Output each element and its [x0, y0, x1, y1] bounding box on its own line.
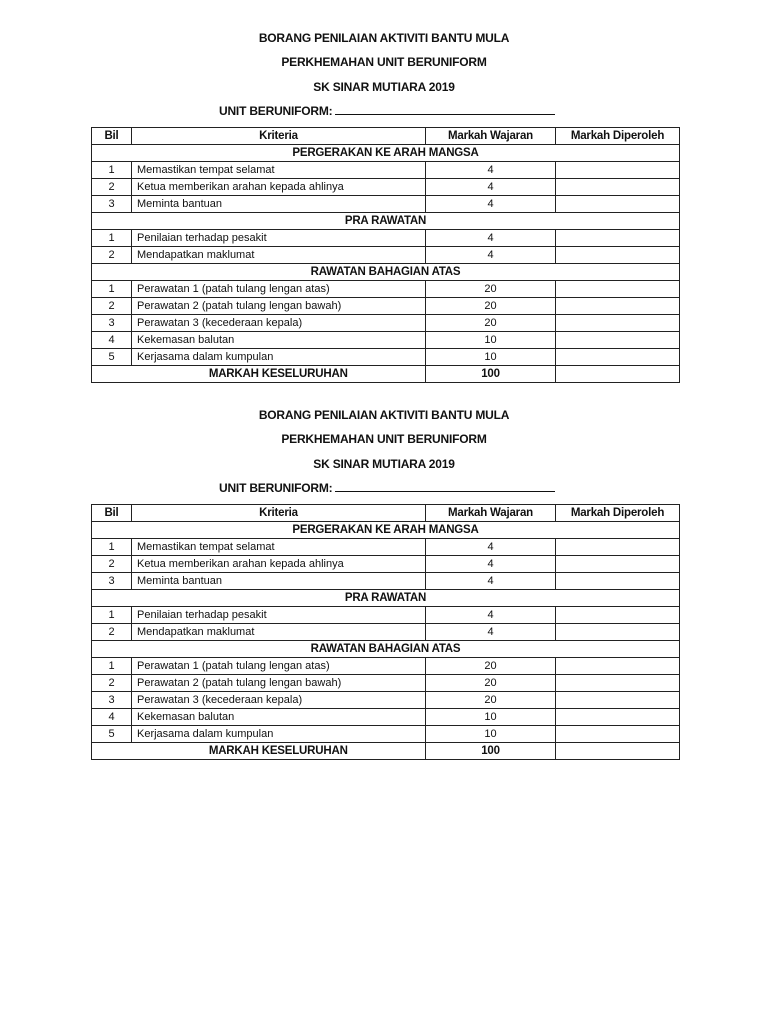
header-markah-wajaran: Markah Wajaran [426, 128, 556, 145]
cell-markah-wajaran: 20 [426, 281, 556, 298]
unit-label: UNIT BERUNIFORM: [219, 104, 333, 118]
cell-bil: 5 [92, 349, 132, 366]
table-row [92, 349, 680, 366]
table-row [92, 675, 680, 692]
cell-kriteria: Penilaian terhadap pesakit [132, 230, 426, 247]
cell-kriteria: Perawatan 2 (patah tulang lengan bawah) [132, 675, 426, 692]
section-row [92, 145, 680, 162]
cell-markah-diperoleh[interactable] [556, 726, 680, 743]
cell-kriteria: Penilaian terhadap pesakit [132, 607, 426, 624]
table-row [92, 573, 680, 590]
cell-markah-diperoleh[interactable] [556, 230, 680, 247]
cell-markah-diperoleh[interactable] [556, 298, 680, 315]
cell-markah-diperoleh[interactable] [556, 675, 680, 692]
total-value: 100 [426, 743, 556, 760]
cell-markah-diperoleh[interactable] [556, 658, 680, 675]
cell-markah-wajaran: 4 [426, 179, 556, 196]
cell-kriteria: Kerjasama dalam kumpulan [132, 726, 426, 743]
header-kriteria: Kriteria [132, 505, 426, 522]
table-row [92, 196, 680, 213]
header-kriteria: Kriteria [132, 128, 426, 145]
section-title: PERGERAKAN KE ARAH MANGSA [92, 522, 680, 539]
section-title: RAWATAN BAHAGIAN ATAS [92, 264, 680, 281]
table-row [92, 658, 680, 675]
cell-markah-diperoleh[interactable] [556, 556, 680, 573]
cell-bil: 1 [92, 281, 132, 298]
cell-markah-wajaran: 4 [426, 624, 556, 641]
cell-bil: 2 [92, 675, 132, 692]
form-subtitle: PERKHEMAHAN UNIT BERUNIFORM [281, 432, 487, 446]
cell-markah-wajaran: 20 [426, 315, 556, 332]
section-title: PRA RAWATAN [92, 213, 680, 230]
section-title: PERGERAKAN KE ARAH MANGSA [92, 145, 680, 162]
cell-kriteria: Perawatan 3 (kecederaan kepala) [132, 315, 426, 332]
table-row [92, 726, 680, 743]
table-row [92, 179, 680, 196]
cell-markah-wajaran: 4 [426, 196, 556, 213]
unit-field [219, 104, 555, 118]
total-spacer [92, 366, 132, 383]
table-row [92, 281, 680, 298]
cell-markah-wajaran: 10 [426, 726, 556, 743]
cell-markah-diperoleh[interactable] [556, 692, 680, 709]
cell-kriteria: Perawatan 1 (patah tulang lengan atas) [132, 281, 426, 298]
score-table [91, 504, 680, 760]
cell-markah-wajaran: 20 [426, 658, 556, 675]
section-row [92, 264, 680, 281]
cell-markah-wajaran: 20 [426, 692, 556, 709]
section-row [92, 522, 680, 539]
cell-bil: 2 [92, 624, 132, 641]
cell-bil: 4 [92, 332, 132, 349]
header-markah-wajaran: Markah Wajaran [426, 505, 556, 522]
cell-markah-wajaran: 20 [426, 675, 556, 692]
table-row [92, 607, 680, 624]
unit-blank-line[interactable] [335, 481, 555, 492]
total-spacer [92, 743, 132, 760]
cell-markah-diperoleh[interactable] [556, 349, 680, 366]
cell-bil: 3 [92, 692, 132, 709]
cell-bil: 2 [92, 556, 132, 573]
cell-kriteria: Kerjasama dalam kumpulan [132, 349, 426, 366]
cell-markah-diperoleh[interactable] [556, 281, 680, 298]
table-header-row [92, 505, 680, 522]
score-table [91, 127, 680, 383]
unit-label: UNIT BERUNIFORM: [219, 481, 333, 495]
cell-kriteria: Perawatan 2 (patah tulang lengan bawah) [132, 298, 426, 315]
header-bil: Bil [92, 128, 132, 145]
cell-markah-wajaran: 4 [426, 162, 556, 179]
table-row [92, 315, 680, 332]
total-row [92, 743, 680, 760]
cell-bil: 1 [92, 539, 132, 556]
cell-bil: 2 [92, 247, 132, 264]
cell-bil: 3 [92, 573, 132, 590]
cell-bil: 3 [92, 315, 132, 332]
table-row [92, 709, 680, 726]
cell-kriteria: Ketua memberikan arahan kepada ahlinya [132, 179, 426, 196]
cell-markah-wajaran: 10 [426, 709, 556, 726]
cell-markah-diperoleh[interactable] [556, 247, 680, 264]
table-row [92, 539, 680, 556]
table-row [92, 162, 680, 179]
unit-field [219, 481, 555, 495]
header-bil: Bil [92, 505, 132, 522]
total-row [92, 366, 680, 383]
section-row [92, 641, 680, 658]
total-value: 100 [426, 366, 556, 383]
table-row [92, 298, 680, 315]
cell-kriteria: Meminta bantuan [132, 573, 426, 590]
table-row [92, 556, 680, 573]
header-markah-diperoleh: Markah Diperoleh [556, 505, 680, 522]
cell-markah-wajaran: 4 [426, 539, 556, 556]
cell-markah-wajaran: 10 [426, 349, 556, 366]
cell-kriteria: Memastikan tempat selamat [132, 162, 426, 179]
total-label: MARKAH KESELURUHAN [132, 743, 426, 760]
cell-markah-diperoleh[interactable] [556, 607, 680, 624]
cell-bil: 2 [92, 179, 132, 196]
cell-kriteria: Perawatan 3 (kecederaan kepala) [132, 692, 426, 709]
table-row [92, 692, 680, 709]
cell-bil: 4 [92, 709, 132, 726]
unit-blank-line[interactable] [335, 104, 555, 115]
cell-bil: 1 [92, 162, 132, 179]
cell-markah-wajaran: 20 [426, 298, 556, 315]
cell-markah-wajaran: 10 [426, 332, 556, 349]
cell-kriteria: Perawatan 1 (patah tulang lengan atas) [132, 658, 426, 675]
table-row [92, 332, 680, 349]
cell-markah-wajaran: 4 [426, 607, 556, 624]
section-title: PRA RAWATAN [92, 590, 680, 607]
table-row [92, 624, 680, 641]
table-header-row [92, 128, 680, 145]
form-school-year: SK SINAR MUTIARA 2019 [313, 457, 455, 471]
section-title: RAWATAN BAHAGIAN ATAS [92, 641, 680, 658]
table-row [92, 230, 680, 247]
total-diperoleh[interactable] [556, 743, 680, 760]
table-row [92, 247, 680, 264]
header-markah-diperoleh: Markah Diperoleh [556, 128, 680, 145]
total-label: MARKAH KESELURUHAN [132, 366, 426, 383]
cell-kriteria: Memastikan tempat selamat [132, 539, 426, 556]
form-title: BORANG PENILAIAN AKTIVITI BANTU MULA [258, 31, 510, 45]
cell-kriteria: Kekemasan balutan [132, 332, 426, 349]
cell-kriteria: Meminta bantuan [132, 196, 426, 213]
cell-bil: 3 [92, 196, 132, 213]
cell-markah-diperoleh[interactable] [556, 539, 680, 556]
form-subtitle: PERKHEMAHAN UNIT BERUNIFORM [281, 55, 487, 69]
form-school-year: SK SINAR MUTIARA 2019 [313, 80, 455, 94]
cell-markah-diperoleh[interactable] [556, 179, 680, 196]
cell-kriteria: Mendapatkan maklumat [132, 247, 426, 264]
cell-markah-diperoleh[interactable] [556, 332, 680, 349]
cell-markah-diperoleh[interactable] [556, 573, 680, 590]
cell-markah-diperoleh[interactable] [556, 315, 680, 332]
cell-kriteria: Kekemasan balutan [132, 709, 426, 726]
cell-kriteria: Ketua memberikan arahan kepada ahlinya [132, 556, 426, 573]
section-row [92, 590, 680, 607]
cell-bil: 5 [92, 726, 132, 743]
cell-bil: 1 [92, 658, 132, 675]
total-diperoleh[interactable] [556, 366, 680, 383]
cell-markah-wajaran: 4 [426, 247, 556, 264]
cell-kriteria: Mendapatkan maklumat [132, 624, 426, 641]
cell-markah-diperoleh[interactable] [556, 162, 680, 179]
form-title: BORANG PENILAIAN AKTIVITI BANTU MULA [258, 408, 510, 422]
section-row [92, 213, 680, 230]
cell-markah-diperoleh[interactable] [556, 709, 680, 726]
cell-bil: 1 [92, 230, 132, 247]
cell-bil: 2 [92, 298, 132, 315]
cell-markah-diperoleh[interactable] [556, 624, 680, 641]
cell-markah-wajaran: 4 [426, 230, 556, 247]
cell-markah-diperoleh[interactable] [556, 196, 680, 213]
cell-markah-wajaran: 4 [426, 556, 556, 573]
cell-markah-wajaran: 4 [426, 573, 556, 590]
cell-bil: 1 [92, 607, 132, 624]
